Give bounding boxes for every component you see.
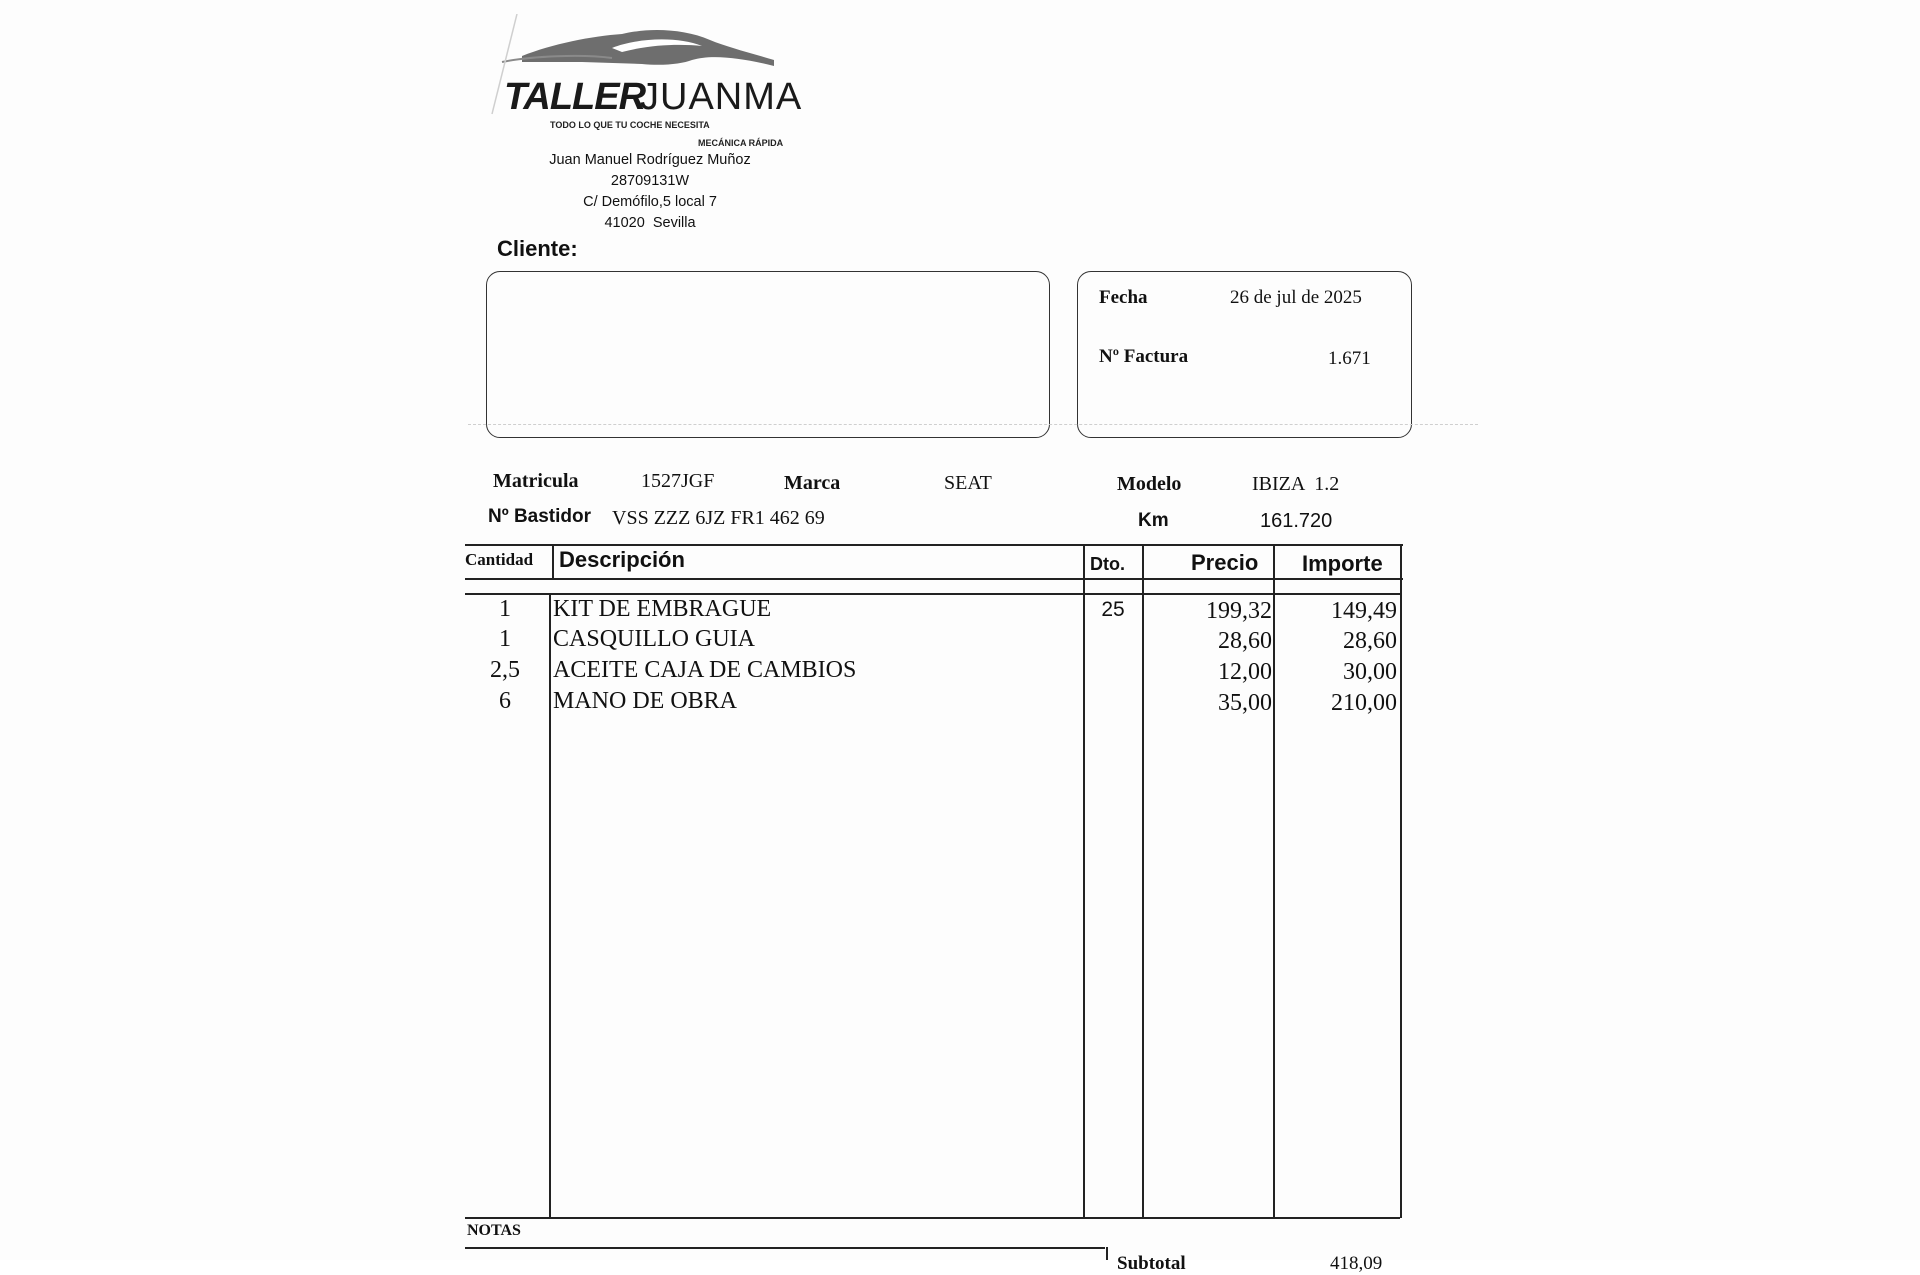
brand-label: Marca	[784, 472, 841, 494]
model-value: IBIZA 1.2	[1252, 473, 1340, 495]
date-label: Fecha	[1099, 287, 1148, 308]
col-divider-1	[549, 593, 551, 1218]
vin-label: Nº Bastidor	[488, 506, 592, 527]
plate-label: Matricula	[493, 470, 579, 492]
header-quantity: Cantidad	[465, 550, 534, 569]
issuer-details	[500, 150, 800, 234]
notes-bottom-line	[465, 1247, 1105, 1249]
date-value: 26 de jul de 2025	[1230, 287, 1362, 308]
row-description: CASQUILLO GUIA	[553, 626, 755, 652]
logo-subtitle: MECÁNICA RÁPIDA	[698, 138, 784, 148]
row-price: 12,00	[1218, 659, 1272, 685]
km-label: Km	[1138, 510, 1169, 531]
model-label: Modelo	[1117, 473, 1182, 495]
issuer-city: 41020 Sevilla	[604, 215, 696, 231]
col-divider-right	[1400, 544, 1402, 1218]
col-divider-4	[1273, 544, 1275, 1218]
invoice-number-value: 1.671	[1328, 348, 1371, 369]
row-discount: 25	[1101, 598, 1125, 621]
col-divider-2	[1083, 544, 1085, 1218]
issuer-tax-id: 28709131W	[610, 173, 690, 189]
col-divider-1-header	[552, 544, 554, 580]
header-amount: Importe	[1302, 551, 1383, 576]
logo-brand-light: JUANMA	[640, 76, 803, 118]
table-top-line	[465, 544, 1403, 546]
row-description: KIT DE EMBRAGUE	[553, 596, 772, 622]
row-price: 28,60	[1218, 628, 1272, 654]
brand-value: SEAT	[944, 472, 992, 494]
header-price: Precio	[1191, 550, 1259, 575]
issuer-name: Juan Manuel Rodríguez Muñoz	[549, 152, 751, 168]
client-box	[486, 271, 1050, 438]
notes-label: NOTAS	[467, 1222, 521, 1239]
table-body-top-line	[465, 593, 1085, 595]
col-divider-3	[1142, 544, 1144, 1218]
header-discount: Dto.	[1090, 554, 1125, 574]
client-label: Cliente:	[497, 236, 578, 261]
table-header-bottom-line	[465, 578, 1403, 580]
invoice-number-label: Nº Factura	[1099, 346, 1189, 367]
row-price: 35,00	[1218, 690, 1272, 716]
logo-slogan: TODO LO QUE TU COCHE NECESITA	[550, 120, 710, 130]
row-quantity: 1	[499, 596, 511, 622]
row-amount: 149,49	[1331, 598, 1397, 624]
logo-brand-bold: TALLER	[504, 76, 646, 118]
plate-value: 1527JGF	[641, 470, 715, 492]
row-description: MANO DE OBRA	[553, 688, 738, 714]
issuer-address: C/ Demófilo,5 local 7	[583, 194, 717, 210]
table-bottom-line	[465, 1217, 1400, 1219]
row-quantity: 6	[499, 688, 511, 714]
table-body-top-line-right	[1080, 593, 1402, 595]
row-quantity: 1	[499, 626, 511, 652]
company-logo	[462, 14, 822, 148]
header-description: Descripción	[559, 547, 685, 572]
row-amount: 30,00	[1343, 659, 1397, 685]
row-price: 199,32	[1206, 598, 1272, 624]
vin-value: VSS ZZZ 6JZ FR1 462 69	[612, 507, 825, 529]
row-amount: 28,60	[1343, 628, 1397, 654]
row-quantity: 2,5	[490, 657, 520, 683]
row-description: ACEITE CAJA DE CAMBIOS	[553, 657, 857, 683]
subtotal-value: 418,09	[1330, 1253, 1383, 1274]
subtotal-divider	[1106, 1247, 1108, 1260]
invoice-info-box	[1077, 271, 1412, 438]
row-amount: 210,00	[1331, 690, 1397, 716]
km-value: 161.720	[1260, 510, 1333, 532]
scan-artifact-line	[468, 424, 1478, 425]
subtotal-label: Subtotal	[1117, 1253, 1186, 1274]
